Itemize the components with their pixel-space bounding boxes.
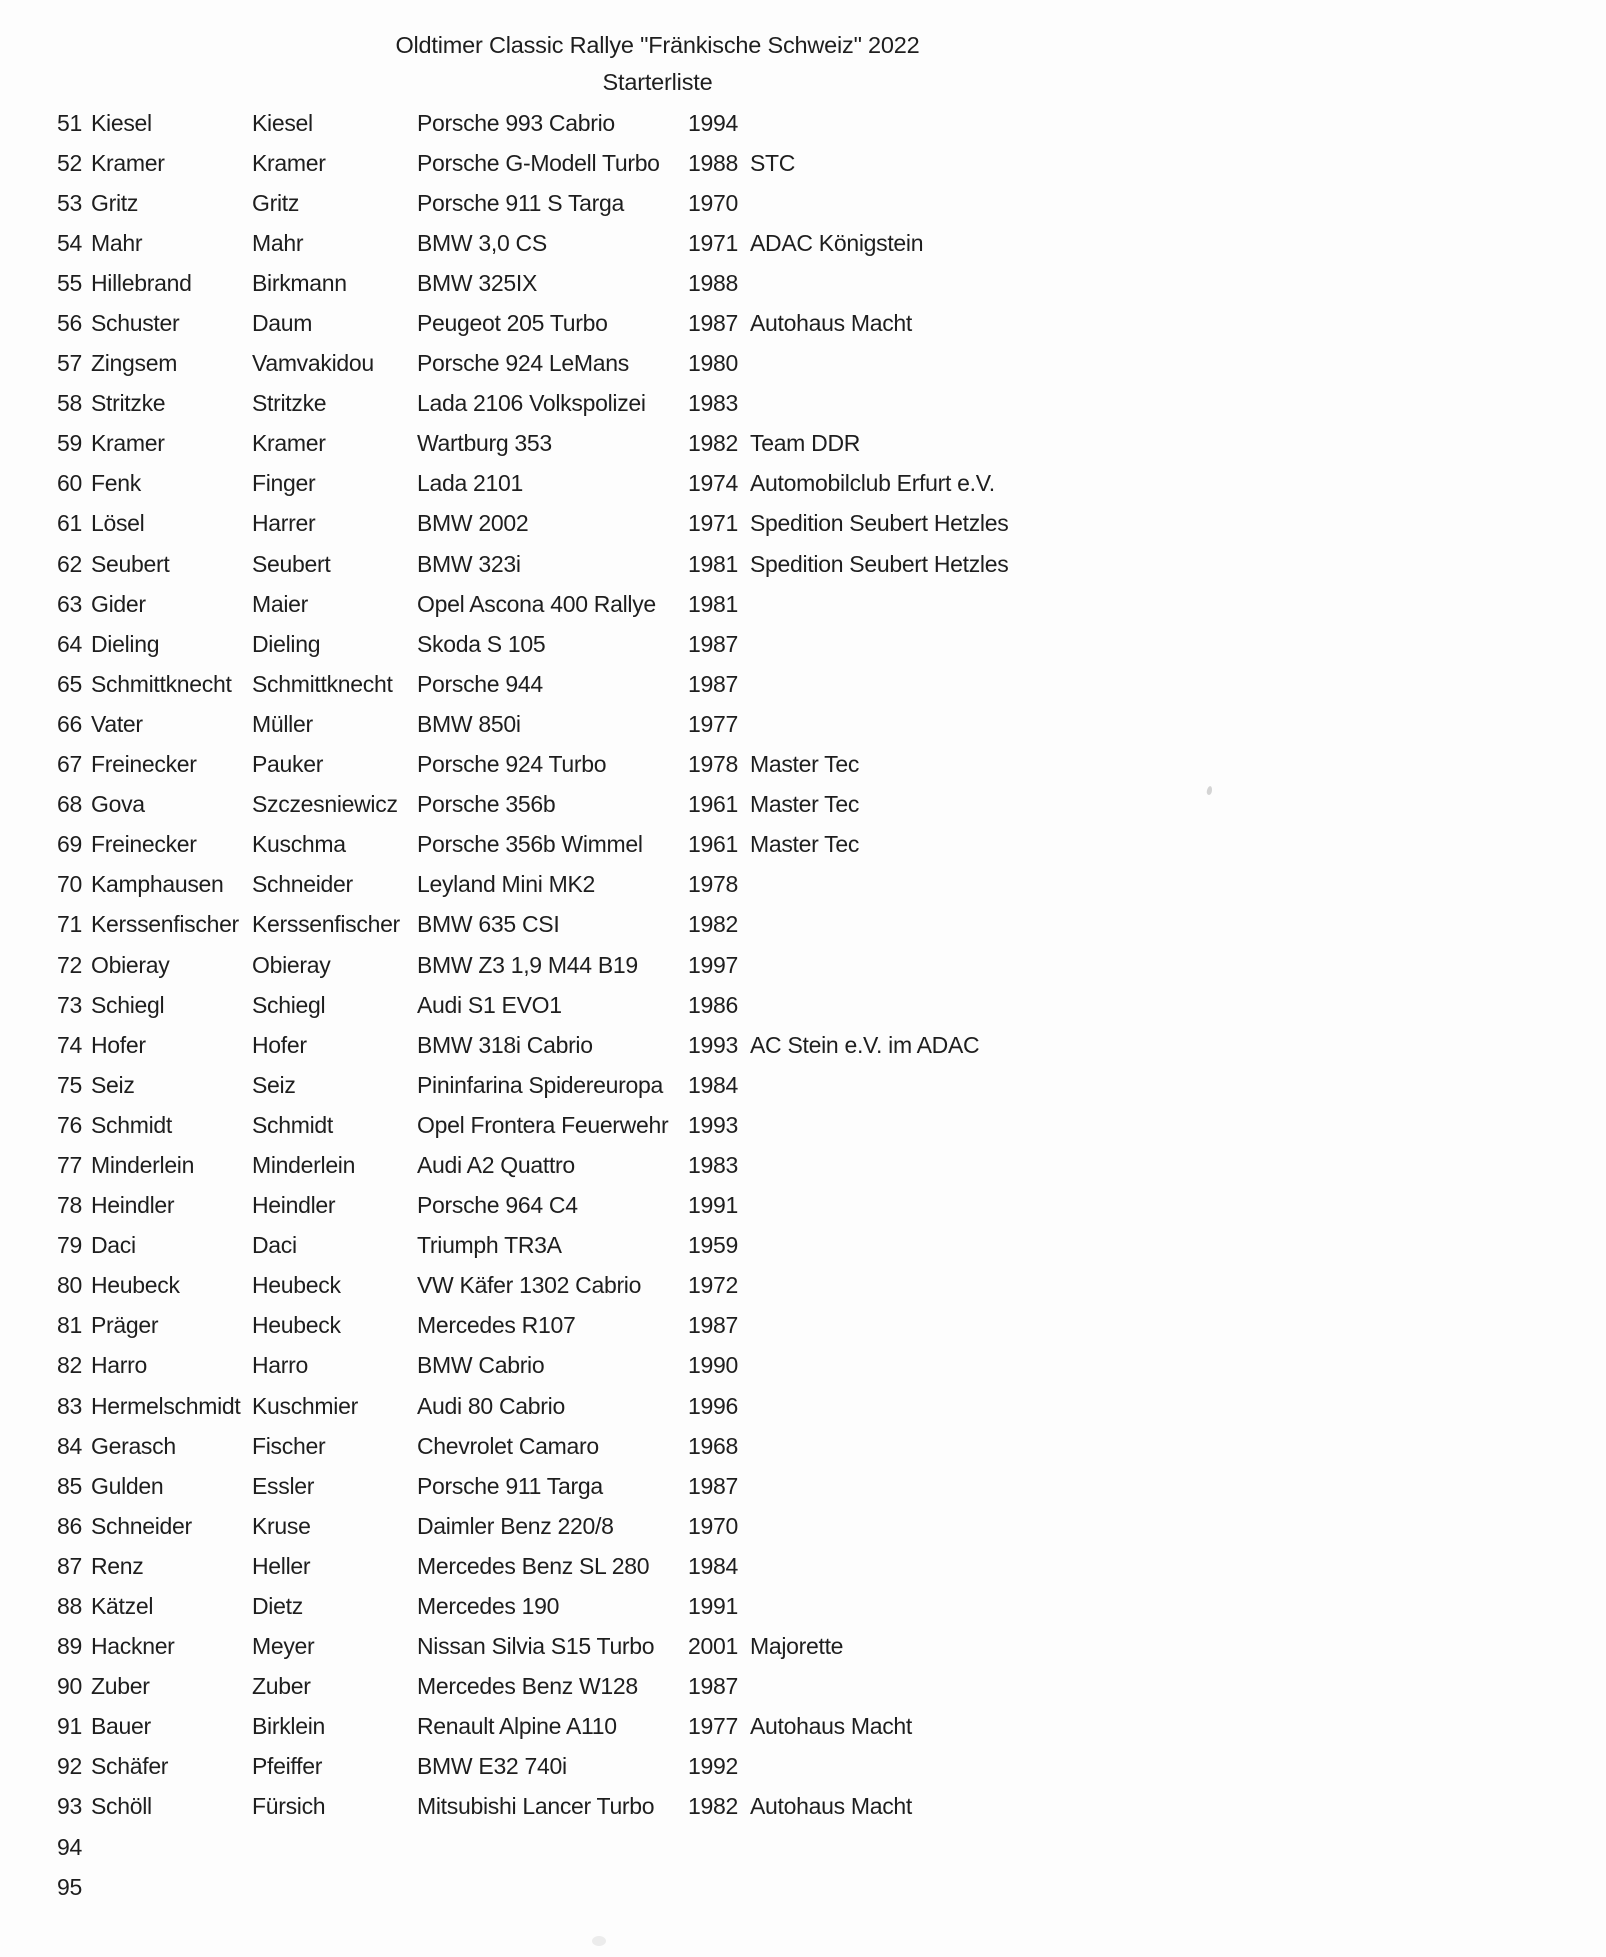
cell-vehicle: Porsche 356b Wimmel: [417, 831, 643, 858]
table-row: [55, 664, 1555, 704]
table-row: [55, 504, 1555, 544]
cell-start-number: 55: [57, 269, 82, 296]
cell-vehicle: Opel Ascona 400 Rallye: [417, 590, 656, 617]
cell-team: Autohaus Macht: [750, 1713, 913, 1740]
cell-start-number: 68: [57, 791, 82, 818]
cell-vehicle: Lada 2106 Volkspolizei: [417, 390, 646, 417]
table-row: [55, 945, 1555, 985]
cell-codriver: Kiesel: [252, 109, 313, 136]
cell-codriver: Mahr: [252, 229, 304, 256]
cell-codriver: Zuber: [252, 1673, 311, 1700]
cell-driver: Freinecker: [91, 751, 197, 778]
table-row: [55, 1747, 1555, 1787]
cell-team: AC Stein e.V. im ADAC: [750, 1031, 980, 1058]
table-row: [55, 1186, 1555, 1226]
table-row: [55, 985, 1555, 1025]
cell-vehicle: BMW 318i Cabrio: [417, 1031, 593, 1058]
cell-vehicle: Porsche 924 Turbo: [417, 751, 607, 778]
cell-start-number: 75: [57, 1071, 82, 1098]
cell-start-number: 79: [57, 1232, 82, 1259]
table-row: [55, 785, 1555, 825]
cell-year: 1993: [688, 1031, 738, 1058]
cell-codriver: Seubert: [252, 550, 331, 577]
cell-codriver: Schneider: [252, 871, 353, 898]
cell-year: 1977: [688, 1713, 738, 1740]
table-row: [55, 1546, 1555, 1586]
cell-vehicle: Nissan Silvia S15 Turbo: [417, 1633, 655, 1660]
cell-start-number: 80: [57, 1272, 82, 1299]
cell-codriver: Szczesniewicz: [252, 791, 398, 818]
cell-start-number: 77: [57, 1151, 82, 1178]
cell-codriver: Obieray: [252, 951, 331, 978]
document-title: Oldtimer Classic Rallye "Fränkische Schweiz" 2022: [395, 32, 920, 58]
cell-start-number: 85: [57, 1472, 82, 1499]
table-row: [55, 303, 1555, 343]
cell-codriver: Finger: [252, 470, 316, 497]
cell-codriver: Harrer: [252, 510, 316, 537]
table-row: [55, 1506, 1555, 1546]
table-row: [55, 1025, 1555, 1065]
cell-start-number: 56: [57, 310, 82, 337]
cell-year: 1996: [688, 1392, 738, 1419]
cell-start-number: 82: [57, 1352, 82, 1379]
cell-driver: Bauer: [91, 1713, 151, 1740]
cell-vehicle: Audi A2 Quattro: [417, 1151, 575, 1178]
cell-codriver: Schiegl: [252, 991, 326, 1018]
cell-start-number: 76: [57, 1111, 82, 1138]
cell-codriver: Fischer: [252, 1432, 326, 1459]
cell-year: 1980: [688, 350, 738, 377]
cell-vehicle: Triumph TR3A: [417, 1232, 562, 1259]
cell-year: 1982: [688, 430, 738, 457]
table-row: [55, 544, 1555, 584]
document-header: [0, 27, 1315, 101]
cell-driver: Kätzel: [91, 1593, 154, 1620]
cell-driver: Seiz: [91, 1071, 135, 1098]
cell-vehicle: Porsche 356b: [417, 791, 556, 818]
table-row: [55, 223, 1555, 263]
cell-codriver: Heubeck: [252, 1272, 341, 1299]
cell-driver: Schuster: [91, 310, 180, 337]
cell-team: Majorette: [750, 1633, 844, 1660]
cell-start-number: 81: [57, 1312, 82, 1339]
cell-vehicle: Pininfarina Spidereuropa: [417, 1071, 663, 1098]
cell-team: Autohaus Macht: [750, 1793, 913, 1820]
cell-vehicle: Porsche 964 C4: [417, 1192, 578, 1219]
cell-start-number: 78: [57, 1192, 82, 1219]
table-row: [55, 1707, 1555, 1747]
cell-driver: Zingsem: [91, 350, 178, 377]
cell-vehicle: Renault Alpine A110: [417, 1713, 617, 1740]
cell-year: 1994: [688, 109, 738, 136]
table-row: [55, 464, 1555, 504]
cell-start-number: 64: [57, 630, 82, 657]
cell-year: 1978: [688, 751, 738, 778]
cell-year: 1990: [688, 1352, 738, 1379]
table-row: [55, 103, 1555, 143]
cell-vehicle: BMW Cabrio: [417, 1352, 545, 1379]
cell-team: Spedition Seubert Hetzles: [750, 510, 1009, 537]
cell-start-number: 61: [57, 510, 82, 537]
cell-driver: Heindler: [91, 1192, 175, 1219]
cell-year: 1959: [688, 1232, 738, 1259]
cell-vehicle: Audi S1 EVO1: [417, 991, 562, 1018]
cell-team: Master Tec: [750, 751, 860, 778]
cell-year: 1992: [688, 1753, 738, 1780]
cell-year: 1991: [688, 1593, 738, 1620]
table-row: [55, 745, 1555, 785]
cell-driver: Seubert: [91, 550, 170, 577]
cell-codriver: Heubeck: [252, 1312, 341, 1339]
cell-driver: Schmittknecht: [91, 670, 232, 697]
cell-team: Team DDR: [750, 430, 861, 457]
cell-year: 1984: [688, 1552, 738, 1579]
cell-start-number: 89: [57, 1633, 82, 1660]
table-row: [55, 1386, 1555, 1426]
cell-driver: Hillebrand: [91, 269, 192, 296]
cell-codriver: Schmittknecht: [252, 670, 393, 697]
table-row: [55, 424, 1555, 464]
cell-driver: Schmidt: [91, 1111, 172, 1138]
cell-year: 1974: [688, 470, 738, 497]
cell-codriver: Heller: [252, 1552, 311, 1579]
cell-year: 1987: [688, 670, 738, 697]
cell-start-number: 62: [57, 550, 82, 577]
cell-vehicle: Audi 80 Cabrio: [417, 1392, 565, 1419]
cell-start-number: 84: [57, 1432, 82, 1459]
cell-year: 1970: [688, 1512, 738, 1539]
cell-year: 1971: [688, 510, 738, 537]
table-row: [55, 905, 1555, 945]
table-row: [55, 1226, 1555, 1266]
cell-driver: Daci: [91, 1232, 136, 1259]
cell-driver: Präger: [91, 1312, 159, 1339]
cell-year: 1961: [688, 831, 738, 858]
cell-team: Master Tec: [750, 831, 860, 858]
cell-codriver: Seiz: [252, 1071, 296, 1098]
cell-vehicle: Peugeot 205 Turbo: [417, 310, 608, 337]
table-row: [55, 825, 1555, 865]
cell-codriver: Minderlein: [252, 1151, 356, 1178]
cell-year: 1982: [688, 1793, 738, 1820]
cell-driver: Fenk: [91, 470, 141, 497]
cell-codriver: Dieling: [252, 630, 321, 657]
cell-start-number: 95: [57, 1873, 82, 1900]
cell-start-number: 57: [57, 350, 82, 377]
cell-start-number: 70: [57, 871, 82, 898]
cell-driver: Gova: [91, 791, 145, 818]
cell-vehicle: BMW 325IX: [417, 269, 538, 296]
cell-codriver: Kramer: [252, 430, 326, 457]
cell-codriver: Essler: [252, 1472, 315, 1499]
cell-codriver: Müller: [252, 710, 313, 737]
cell-year: 1983: [688, 1151, 738, 1178]
cell-year: 2001: [688, 1633, 738, 1660]
table-row: [55, 143, 1555, 183]
cell-vehicle: BMW 323i: [417, 550, 521, 577]
cell-year: 1968: [688, 1432, 738, 1459]
cell-codriver: Birklein: [252, 1713, 326, 1740]
cell-vehicle: Porsche 924 LeMans: [417, 350, 629, 377]
cell-start-number: 91: [57, 1713, 82, 1740]
cell-vehicle: Leyland Mini MK2: [417, 871, 596, 898]
cell-start-number: 60: [57, 470, 82, 497]
cell-driver: Gerasch: [91, 1432, 176, 1459]
cell-codriver: Kuschmier: [252, 1392, 358, 1419]
table-row: [55, 704, 1555, 744]
cell-year: 1993: [688, 1111, 738, 1138]
cell-year: 1987: [688, 1312, 738, 1339]
cell-vehicle: BMW E32 740i: [417, 1753, 567, 1780]
scan-artifact: [592, 1936, 606, 1946]
cell-driver: Harro: [91, 1352, 148, 1379]
table-row: [55, 1787, 1555, 1827]
table-row: [55, 183, 1555, 223]
cell-year: 1983: [688, 390, 738, 417]
cell-driver: Kerssenfischer: [91, 911, 239, 938]
cell-vehicle: Chevrolet Camaro: [417, 1432, 599, 1459]
table-row: [55, 1827, 1555, 1867]
cell-vehicle: Porsche G-Modell Turbo: [417, 149, 660, 176]
cell-vehicle: Porsche 944: [417, 670, 543, 697]
cell-vehicle: Opel Frontera Feuerwehr: [417, 1111, 669, 1138]
cell-year: 1988: [688, 269, 738, 296]
cell-start-number: 88: [57, 1593, 82, 1620]
cell-codriver: Pauker: [252, 751, 324, 778]
cell-codriver: Daci: [252, 1232, 297, 1259]
cell-vehicle: BMW 635 CSI: [417, 911, 560, 938]
cell-driver: Kamphausen: [91, 871, 224, 898]
cell-year: 1972: [688, 1272, 738, 1299]
cell-codriver: Gritz: [252, 189, 300, 216]
cell-vehicle: Mercedes Benz W128: [417, 1673, 638, 1700]
cell-vehicle: Mitsubishi Lancer Turbo: [417, 1793, 655, 1820]
cell-codriver: Kuschma: [252, 831, 346, 858]
cell-start-number: 65: [57, 670, 82, 697]
table-row: [55, 624, 1555, 664]
cell-start-number: 73: [57, 991, 82, 1018]
cell-driver: Mahr: [91, 229, 143, 256]
cell-start-number: 71: [57, 911, 82, 938]
cell-vehicle: BMW 2002: [417, 510, 529, 537]
cell-year: 1986: [688, 991, 738, 1018]
cell-codriver: Stritzke: [252, 390, 327, 417]
table-row: [55, 263, 1555, 303]
cell-year: 1984: [688, 1071, 738, 1098]
cell-vehicle: Porsche 911 S Targa: [417, 189, 624, 216]
cell-driver: Lösel: [91, 510, 145, 537]
cell-vehicle: Wartburg 353: [417, 430, 552, 457]
cell-year: 1987: [688, 310, 738, 337]
table-row: [55, 1586, 1555, 1626]
cell-start-number: 90: [57, 1673, 82, 1700]
cell-start-number: 83: [57, 1392, 82, 1419]
cell-start-number: 63: [57, 590, 82, 617]
cell-codriver: Kerssenfischer: [252, 911, 400, 938]
cell-codriver: Maier: [252, 590, 309, 617]
cell-driver: Schiegl: [91, 991, 165, 1018]
cell-start-number: 94: [57, 1833, 82, 1860]
cell-vehicle: Mercedes 190: [417, 1593, 560, 1620]
cell-driver: Gritz: [91, 189, 139, 216]
cell-team: Master Tec: [750, 791, 860, 818]
cell-year: 1961: [688, 791, 738, 818]
cell-year: 1981: [688, 590, 738, 617]
cell-driver: Renz: [91, 1552, 144, 1579]
cell-driver: Minderlein: [91, 1151, 195, 1178]
table-row: [55, 1867, 1555, 1907]
cell-driver: Gider: [91, 590, 146, 617]
cell-vehicle: Porsche 911 Targa: [417, 1472, 603, 1499]
starter-table: [55, 103, 1555, 1907]
cell-codriver: Harro: [252, 1352, 309, 1379]
table-row: [55, 1346, 1555, 1386]
cell-vehicle: BMW 3,0 CS: [417, 229, 547, 256]
cell-codriver: Meyer: [252, 1633, 315, 1660]
cell-driver: Kramer: [91, 149, 165, 176]
cell-year: 1991: [688, 1192, 738, 1219]
cell-year: 1978: [688, 871, 738, 898]
cell-start-number: 51: [57, 109, 82, 136]
cell-year: 1982: [688, 911, 738, 938]
cell-driver: Obieray: [91, 951, 170, 978]
cell-driver: Vater: [91, 710, 143, 737]
cell-driver: Kramer: [91, 430, 165, 457]
cell-vehicle: Skoda S 105: [417, 630, 546, 657]
cell-driver: Zuber: [91, 1673, 150, 1700]
cell-year: 1987: [688, 1673, 738, 1700]
cell-start-number: 58: [57, 390, 82, 417]
cell-start-number: 52: [57, 149, 82, 176]
table-row: [55, 584, 1555, 624]
cell-start-number: 54: [57, 229, 82, 256]
cell-codriver: Hofer: [252, 1031, 307, 1058]
cell-driver: Freinecker: [91, 831, 197, 858]
cell-start-number: 53: [57, 189, 82, 216]
table-row: [55, 1105, 1555, 1145]
cell-driver: Dieling: [91, 630, 160, 657]
cell-codriver: Vamvakidou: [252, 350, 374, 377]
cell-codriver: Kruse: [252, 1512, 311, 1539]
cell-start-number: 74: [57, 1031, 82, 1058]
cell-vehicle: VW Käfer 1302 Cabrio: [417, 1272, 642, 1299]
cell-start-number: 87: [57, 1552, 82, 1579]
table-row: [55, 865, 1555, 905]
cell-start-number: 92: [57, 1753, 82, 1780]
cell-year: 1987: [688, 630, 738, 657]
cell-driver: Schäfer: [91, 1753, 169, 1780]
table-row: [55, 1466, 1555, 1506]
table-row: [55, 1306, 1555, 1346]
cell-start-number: 59: [57, 430, 82, 457]
cell-year: 1977: [688, 710, 738, 737]
cell-codriver: Kramer: [252, 149, 326, 176]
cell-start-number: 72: [57, 951, 82, 978]
table-row: [55, 344, 1555, 384]
cell-codriver: Heindler: [252, 1192, 336, 1219]
cell-team: Automobilclub Erfurt e.V.: [750, 470, 995, 497]
cell-vehicle: Porsche 993 Cabrio: [417, 109, 615, 136]
table-row: [55, 1667, 1555, 1707]
cell-year: 1987: [688, 1472, 738, 1499]
cell-start-number: 69: [57, 831, 82, 858]
cell-start-number: 93: [57, 1793, 82, 1820]
cell-vehicle: Lada 2101: [417, 470, 524, 497]
document-subtitle: Starterliste: [602, 69, 713, 95]
cell-year: 1988: [688, 149, 738, 176]
cell-driver: Schöll: [91, 1793, 152, 1820]
cell-year: 1971: [688, 229, 738, 256]
cell-vehicle: Mercedes R107: [417, 1312, 576, 1339]
cell-codriver: Fürsich: [252, 1793, 326, 1820]
cell-vehicle: Daimler Benz 220/8: [417, 1512, 614, 1539]
table-row: [55, 1266, 1555, 1306]
starter-table-body: [55, 103, 1555, 1907]
cell-codriver: Schmidt: [252, 1111, 333, 1138]
cell-vehicle: BMW 850i: [417, 710, 521, 737]
cell-codriver: Birkmann: [252, 269, 347, 296]
table-row: [55, 1627, 1555, 1667]
cell-start-number: 86: [57, 1512, 82, 1539]
cell-codriver: Dietz: [252, 1593, 303, 1620]
cell-team: STC: [750, 149, 796, 176]
cell-team: Spedition Seubert Hetzles: [750, 550, 1009, 577]
cell-start-number: 67: [57, 751, 82, 778]
cell-driver: Hofer: [91, 1031, 146, 1058]
cell-year: 1981: [688, 550, 738, 577]
cell-vehicle: Mercedes Benz SL 280: [417, 1552, 650, 1579]
table-row: [55, 1065, 1555, 1105]
cell-codriver: Daum: [252, 310, 313, 337]
cell-driver: Schneider: [91, 1512, 192, 1539]
cell-driver: Hackner: [91, 1633, 175, 1660]
table-row: [55, 384, 1555, 424]
cell-team: Autohaus Macht: [750, 310, 913, 337]
cell-driver: Stritzke: [91, 390, 166, 417]
cell-year: 1997: [688, 951, 738, 978]
table-row: [55, 1145, 1555, 1185]
cell-team: ADAC Königstein: [750, 229, 924, 256]
cell-driver: Gulden: [91, 1472, 164, 1499]
cell-driver: Heubeck: [91, 1272, 180, 1299]
cell-codriver: Pfeiffer: [252, 1753, 323, 1780]
cell-year: 1970: [688, 189, 738, 216]
cell-vehicle: BMW Z3 1,9 M44 B19: [417, 951, 638, 978]
cell-start-number: 66: [57, 710, 82, 737]
table-row: [55, 1426, 1555, 1466]
cell-driver: Kiesel: [91, 109, 152, 136]
cell-driver: Hermelschmidt: [91, 1392, 241, 1419]
